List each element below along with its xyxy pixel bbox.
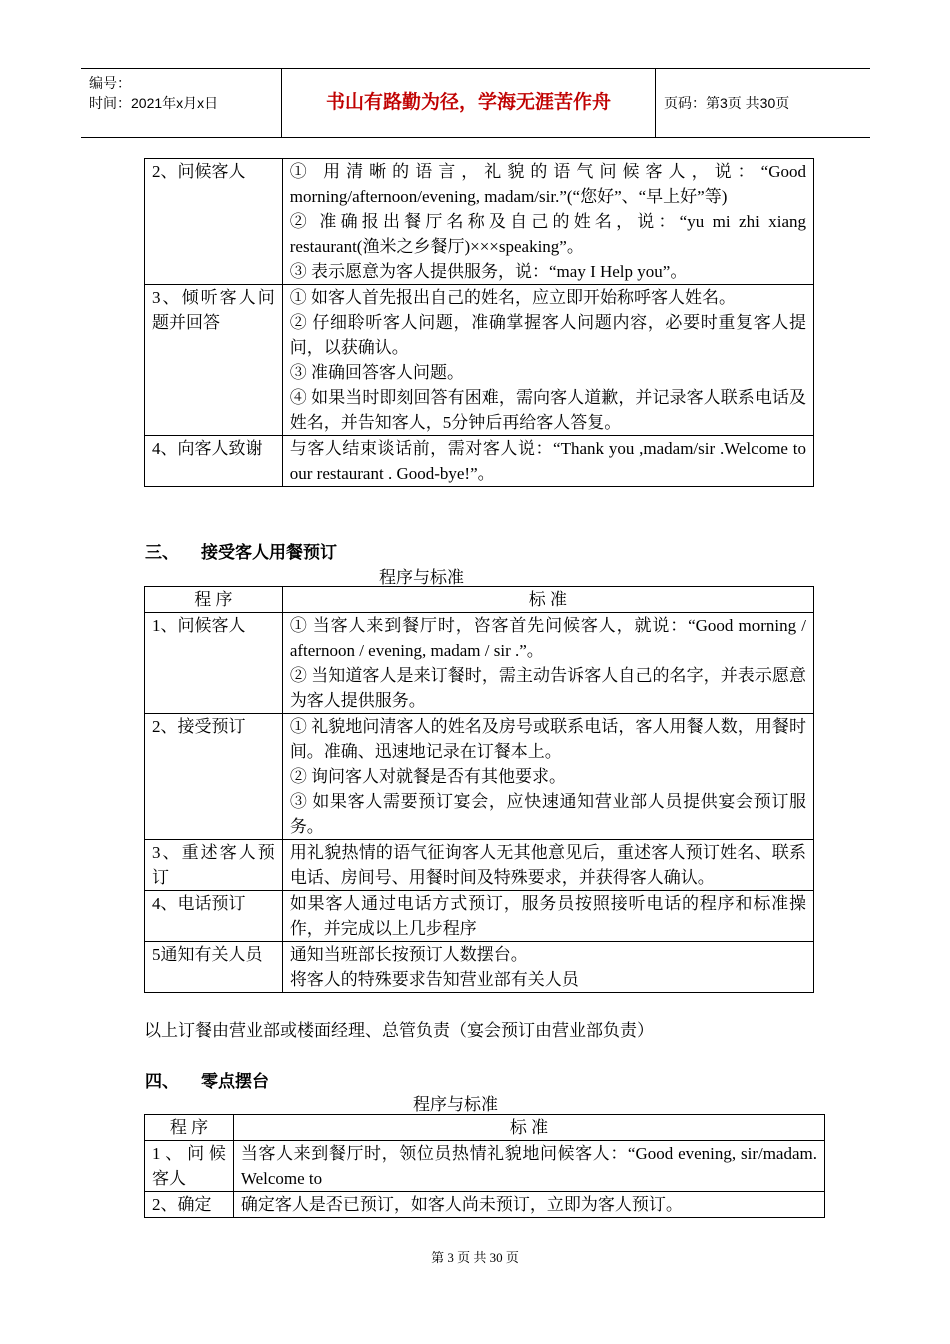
column-header-step: 程 序 (145, 1115, 234, 1141)
table-caption: 程序与标准 (413, 1095, 498, 1114)
standard-line: ② 询问客人对就餐是否有其他要求。 (289, 767, 567, 786)
standard-line: ③ 表示愿意为客人提供服务，说：“may I Help you”。 (289, 262, 688, 281)
table-caption: 程序与标准 (379, 568, 464, 587)
standard-line: 通知当班部长按预订人数摆台。 (289, 945, 528, 964)
table-row (145, 159, 814, 285)
table-row (145, 840, 814, 891)
step-cell: 1、问候客人 (145, 613, 283, 714)
standard-line: 如果客人通过电话方式预订，服务员按照接听电话的程序和标准操作，并完成以上几步程序 (289, 894, 806, 938)
column-header-step: 程 序 (145, 587, 283, 613)
step-cell: 4、电话预订 (145, 891, 283, 942)
standard-line: ① 礼貌地问清客人的姓名及房号或联系电话，客人用餐人数，用餐时间。准确、迅速地记录在订餐本上。 (289, 717, 806, 761)
header-meta (81, 69, 282, 137)
standard-cell (282, 840, 813, 891)
standard-cell (282, 613, 813, 714)
standard-cell (233, 1192, 824, 1218)
standard-line: ③ 准确回答客人问题。 (289, 363, 465, 382)
standard-line: 确定客人是否已预订，如客人尚未预订，立即为客人预订。 (240, 1195, 683, 1214)
step-cell: 4、向客人致谢 (145, 436, 283, 487)
table-row (145, 436, 814, 487)
table-setting-procedure-table (144, 1114, 825, 1218)
standard-cell (282, 714, 813, 840)
reservation-note: 以上订餐由营业部或楼面经理、总管负责（宴会预订由营业部负责） (144, 1021, 654, 1040)
table-header-row (145, 1115, 825, 1141)
table-row (145, 714, 814, 840)
table-row (145, 1141, 825, 1192)
reservation-procedure-table (144, 586, 814, 993)
doc-date: 时间：2021年x月x日 (89, 95, 219, 111)
table-row (145, 942, 814, 993)
step-cell: 2、接受预订 (145, 714, 283, 840)
header-page-number: 页码：第3页 共30页 (664, 95, 790, 111)
header-motto: 书山有路勤为径，学海无涯苦作舟 (282, 69, 656, 137)
standard-line: ① 当客人来到餐厅时，咨客首先问候客人，就说：“Good morning / afternoon / evening, madam / sir .”。 (289, 616, 806, 660)
standard-line: 与客人结束谈话前，需对客人说：“Thank you ,madam/sir .Welcome to our restaurant . Good-bye!”。 (289, 439, 806, 483)
standard-line: 将客人的特殊要求告知营业部有关人员 (289, 970, 579, 989)
standard-cell (282, 891, 813, 942)
standard-cell (282, 285, 813, 436)
section-heading-3 (145, 538, 337, 563)
page-footer: 第 3 页 共 30 页 (431, 1250, 519, 1265)
standard-cell (233, 1141, 824, 1192)
column-header-standard: 标 准 (233, 1115, 824, 1141)
table-header-row (145, 587, 814, 613)
step-cell: 3、重述客人预订 (145, 840, 283, 891)
table-row (145, 285, 814, 436)
section-number: 三、 (145, 543, 179, 562)
table-row (145, 1192, 825, 1218)
greeting-procedure-table (144, 158, 814, 487)
table-row (145, 891, 814, 942)
standard-cell (282, 159, 813, 285)
column-header-standard: 标 准 (282, 587, 813, 613)
step-cell: 1、问候客人 (145, 1141, 234, 1192)
table-row (145, 613, 814, 714)
standard-line: ④ 如果当时即刻回答有困难，需向客人道歉，并记录客人联系电话及姓名，并告知客人，5分钟后再给客人答复。 (289, 388, 806, 432)
standard-line: ① 如客人首先报出自己的姓名，应立即开始称呼客人姓名。 (289, 288, 737, 307)
standard-line: 当客人来到餐厅时，领位员热情礼貌地问候客人：“Good evening, sir/madam. Welcome to (240, 1144, 817, 1188)
step-cell: 3、倾听客人问题并回答 (145, 285, 283, 436)
standard-cell (282, 942, 813, 993)
standard-line: ③ 如果客人需要预订宴会，应快速通知营业部人员提供宴会预订服务。 (289, 792, 806, 836)
doc-number: 编号： (89, 75, 131, 91)
standard-line: ① 用清晰的语言，礼貌的语气问候客人，说：“Good morning/afternoon/evening, madam/sir.”(“您好”、“早上好”等) (289, 162, 806, 206)
standard-cell (282, 436, 813, 487)
standard-line: ② 仔细聆听客人问题，准确掌握客人问题内容，必要时重复客人提问，以获确认。 (289, 313, 806, 357)
step-cell: 5通知有关人员 (145, 942, 283, 993)
section-title: 接受客人用餐预订 (201, 543, 337, 562)
step-cell: 2、确定 (145, 1192, 234, 1218)
page-header (81, 68, 870, 138)
section-number: 四、 (145, 1072, 179, 1091)
section-heading-4 (145, 1067, 269, 1092)
section-title: 零点摆台 (201, 1072, 269, 1091)
standard-line: ② 当知道客人是来订餐时，需主动告诉客人自己的名字，并表示愿意为客人提供服务。 (289, 666, 806, 710)
standard-line: 用礼貌热情的语气征询客人无其他意见后，重述客人预订姓名、联系电话、房间号、用餐时间及特殊要求，并获得客人确认。 (289, 843, 806, 887)
standard-line: ② 准确报出餐厅名称及自己的姓名，说：“yu mi zhi xiang restaurant(渔米之乡餐厅)×××speaking”。 (289, 212, 806, 256)
step-cell: 2、问候客人 (145, 159, 283, 285)
